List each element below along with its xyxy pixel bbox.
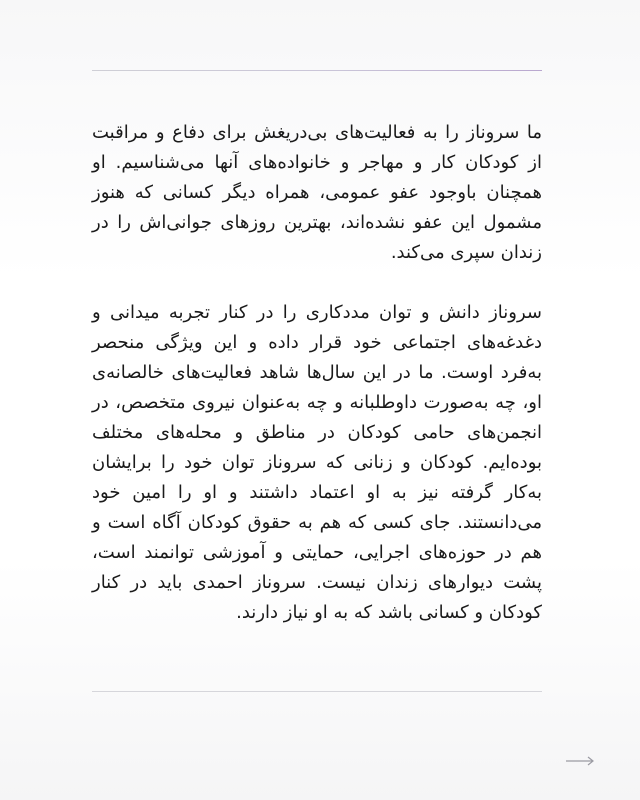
paragraph-main: سروناز دانش و توان مددکاری را در کنار تجربه میدانی و دغدغه‌های اجتماعی خود قرار داده و این ویژگی منحصر به‌فرد اوست. ما در این سال‌ها شاهد فعالیت‌های خالصانه‌ی او، چه به‌صورت داوطلبانه و چه به‌عنوان نیروی متخصص، در انجمن‌های حامی کودکان در مناطق و محله‌های مختلف بوده‌ایم. کودکان و زنانی که سروناز توان خود را برایشان به‌کار گرفته نیز به او اعتماد داشتند و او را امین خود می‌دانستند. جای کسی که هم به حقوق کودکان آگاه است و هم در حوزه‌های اجرایی، حمایتی و آموزشی توانمند است، پشت دیوارهای زندان نیست. سروناز احمدی باید در کنار کودکان و کسانی باشد که به او نیاز دارند.: [92, 302, 542, 623]
top-divider: [92, 70, 542, 71]
paragraph-intro: ما سروناز را به فعالیت‌های بی‌دریغش برای دفاع و مراقبت از کودکان کار و مهاجر و خانواده‌های آنها می‌شناسیم. او همچنان باوجود عفو عمومی، همراه دیگر کسانی که هنوز مشمول این عفو نشده‌اند، بهترین روزهای جوانی‌اش را در زندان سپری می‌کند.: [92, 122, 542, 263]
arrow-right-icon: [565, 755, 595, 767]
next-page-button[interactable]: [565, 752, 595, 764]
article-body: [92, 118, 542, 628]
bottom-divider: [92, 691, 542, 692]
